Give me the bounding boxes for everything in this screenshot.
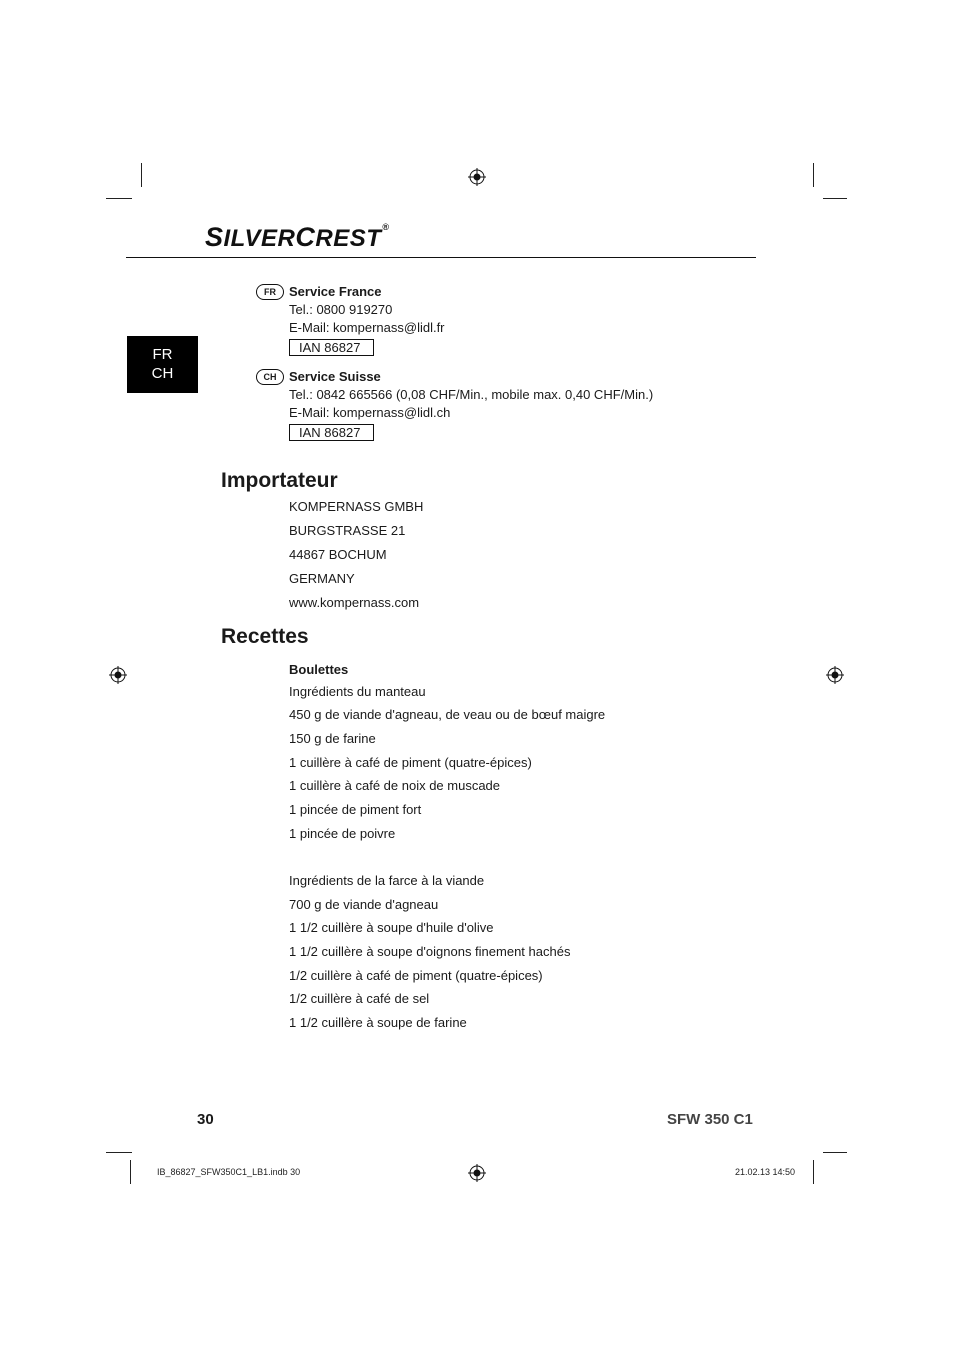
crop-mark — [813, 163, 814, 187]
ian-box-fr: IAN 86827 — [289, 339, 374, 356]
registration-mark-icon — [468, 168, 486, 186]
service-france-email: E-Mail: kompernass@lidl.fr — [289, 320, 445, 335]
model-number: SFW 350 C1 — [667, 1111, 753, 1128]
registration-mark-icon — [468, 1164, 486, 1182]
crop-mark — [141, 163, 142, 187]
service-suisse-title: Service Suisse — [289, 369, 381, 384]
ingredient-line: 1 1/2 cuillère à soupe d'huile d'olive — [289, 920, 494, 935]
website-text: www.kompernass.com — [289, 595, 420, 610]
language-tab-fr: FR — [152, 346, 173, 363]
crop-mark — [813, 1160, 814, 1184]
ian-box-ch: IAN 86827 — [289, 424, 374, 441]
header-rule — [126, 257, 756, 258]
importateur-heading: Importateur — [221, 469, 338, 492]
ingredient-line: Ingrédients de la farce à la viande — [289, 873, 485, 888]
ingredient-line: 1 cuillère à café de noix de muscade — [289, 778, 501, 793]
address-line: 44867 BOCHUM — [289, 547, 387, 562]
address-line: BURGSTRASSE 21 — [289, 523, 406, 538]
registration-mark-icon — [826, 666, 844, 684]
service-france-tel: Tel.: 0800 919270 — [289, 302, 393, 317]
crop-mark — [130, 1160, 131, 1184]
crop-mark — [106, 198, 132, 199]
print-slug-file: IB_86827_SFW350C1_LB1.indb 30 — [157, 1167, 301, 1177]
ingredient-line: 1 1/2 cuillère à soupe d'oignons finement hachés — [289, 944, 571, 959]
country-badge-ch: CH — [256, 369, 284, 385]
ingredient-line: 1 1/2 cuillère à soupe de farine — [289, 1015, 467, 1030]
ingredient-line: 450 g de viande d'agneau, de veau ou de bœuf maigre — [289, 707, 606, 722]
service-france-title: Service France — [289, 284, 382, 299]
ingredient-line: 700 g de viande d'agneau — [289, 897, 439, 912]
page-number: 30 — [197, 1111, 214, 1128]
language-tab — [127, 336, 198, 393]
ingredient-line: 1/2 cuillère à café de sel — [289, 991, 430, 1006]
print-slug-date: 21.02.13 14:50 — [735, 1167, 796, 1177]
ingredient-line: 1 pincée de poivre — [289, 826, 396, 841]
address-line: GERMANY — [289, 571, 355, 586]
registration-mark-icon — [109, 666, 127, 684]
crop-mark — [823, 1152, 847, 1153]
ingredient-line: 1 cuillère à café de piment (quatre-épices) — [289, 755, 532, 770]
language-tab-ch: CH — [151, 365, 174, 382]
recipe-title: Boulettes — [289, 662, 349, 677]
service-suisse-tel: Tel.: 0842 665566 (0,08 CHF/Min., mobile max. 0,40 CHF/Min.) — [289, 387, 654, 402]
brand-logo: SILVERCREST® — [205, 222, 390, 252]
ingredient-line: 150 g de farine — [289, 731, 376, 746]
ingredient-line: Ingrédients du manteau — [289, 684, 426, 699]
service-suisse-email: E-Mail: kompernass@lidl.ch — [289, 405, 451, 420]
ingredient-line: 1/2 cuillère à café de piment (quatre-épices) — [289, 968, 543, 983]
address-line: KOMPERNASS GMBH — [289, 499, 424, 514]
ingredient-line: 1 pincée de piment fort — [289, 802, 422, 817]
crop-mark — [106, 1152, 132, 1153]
crop-mark — [823, 198, 847, 199]
recettes-heading: Recettes — [221, 625, 309, 648]
country-badge-fr: FR — [256, 284, 284, 300]
